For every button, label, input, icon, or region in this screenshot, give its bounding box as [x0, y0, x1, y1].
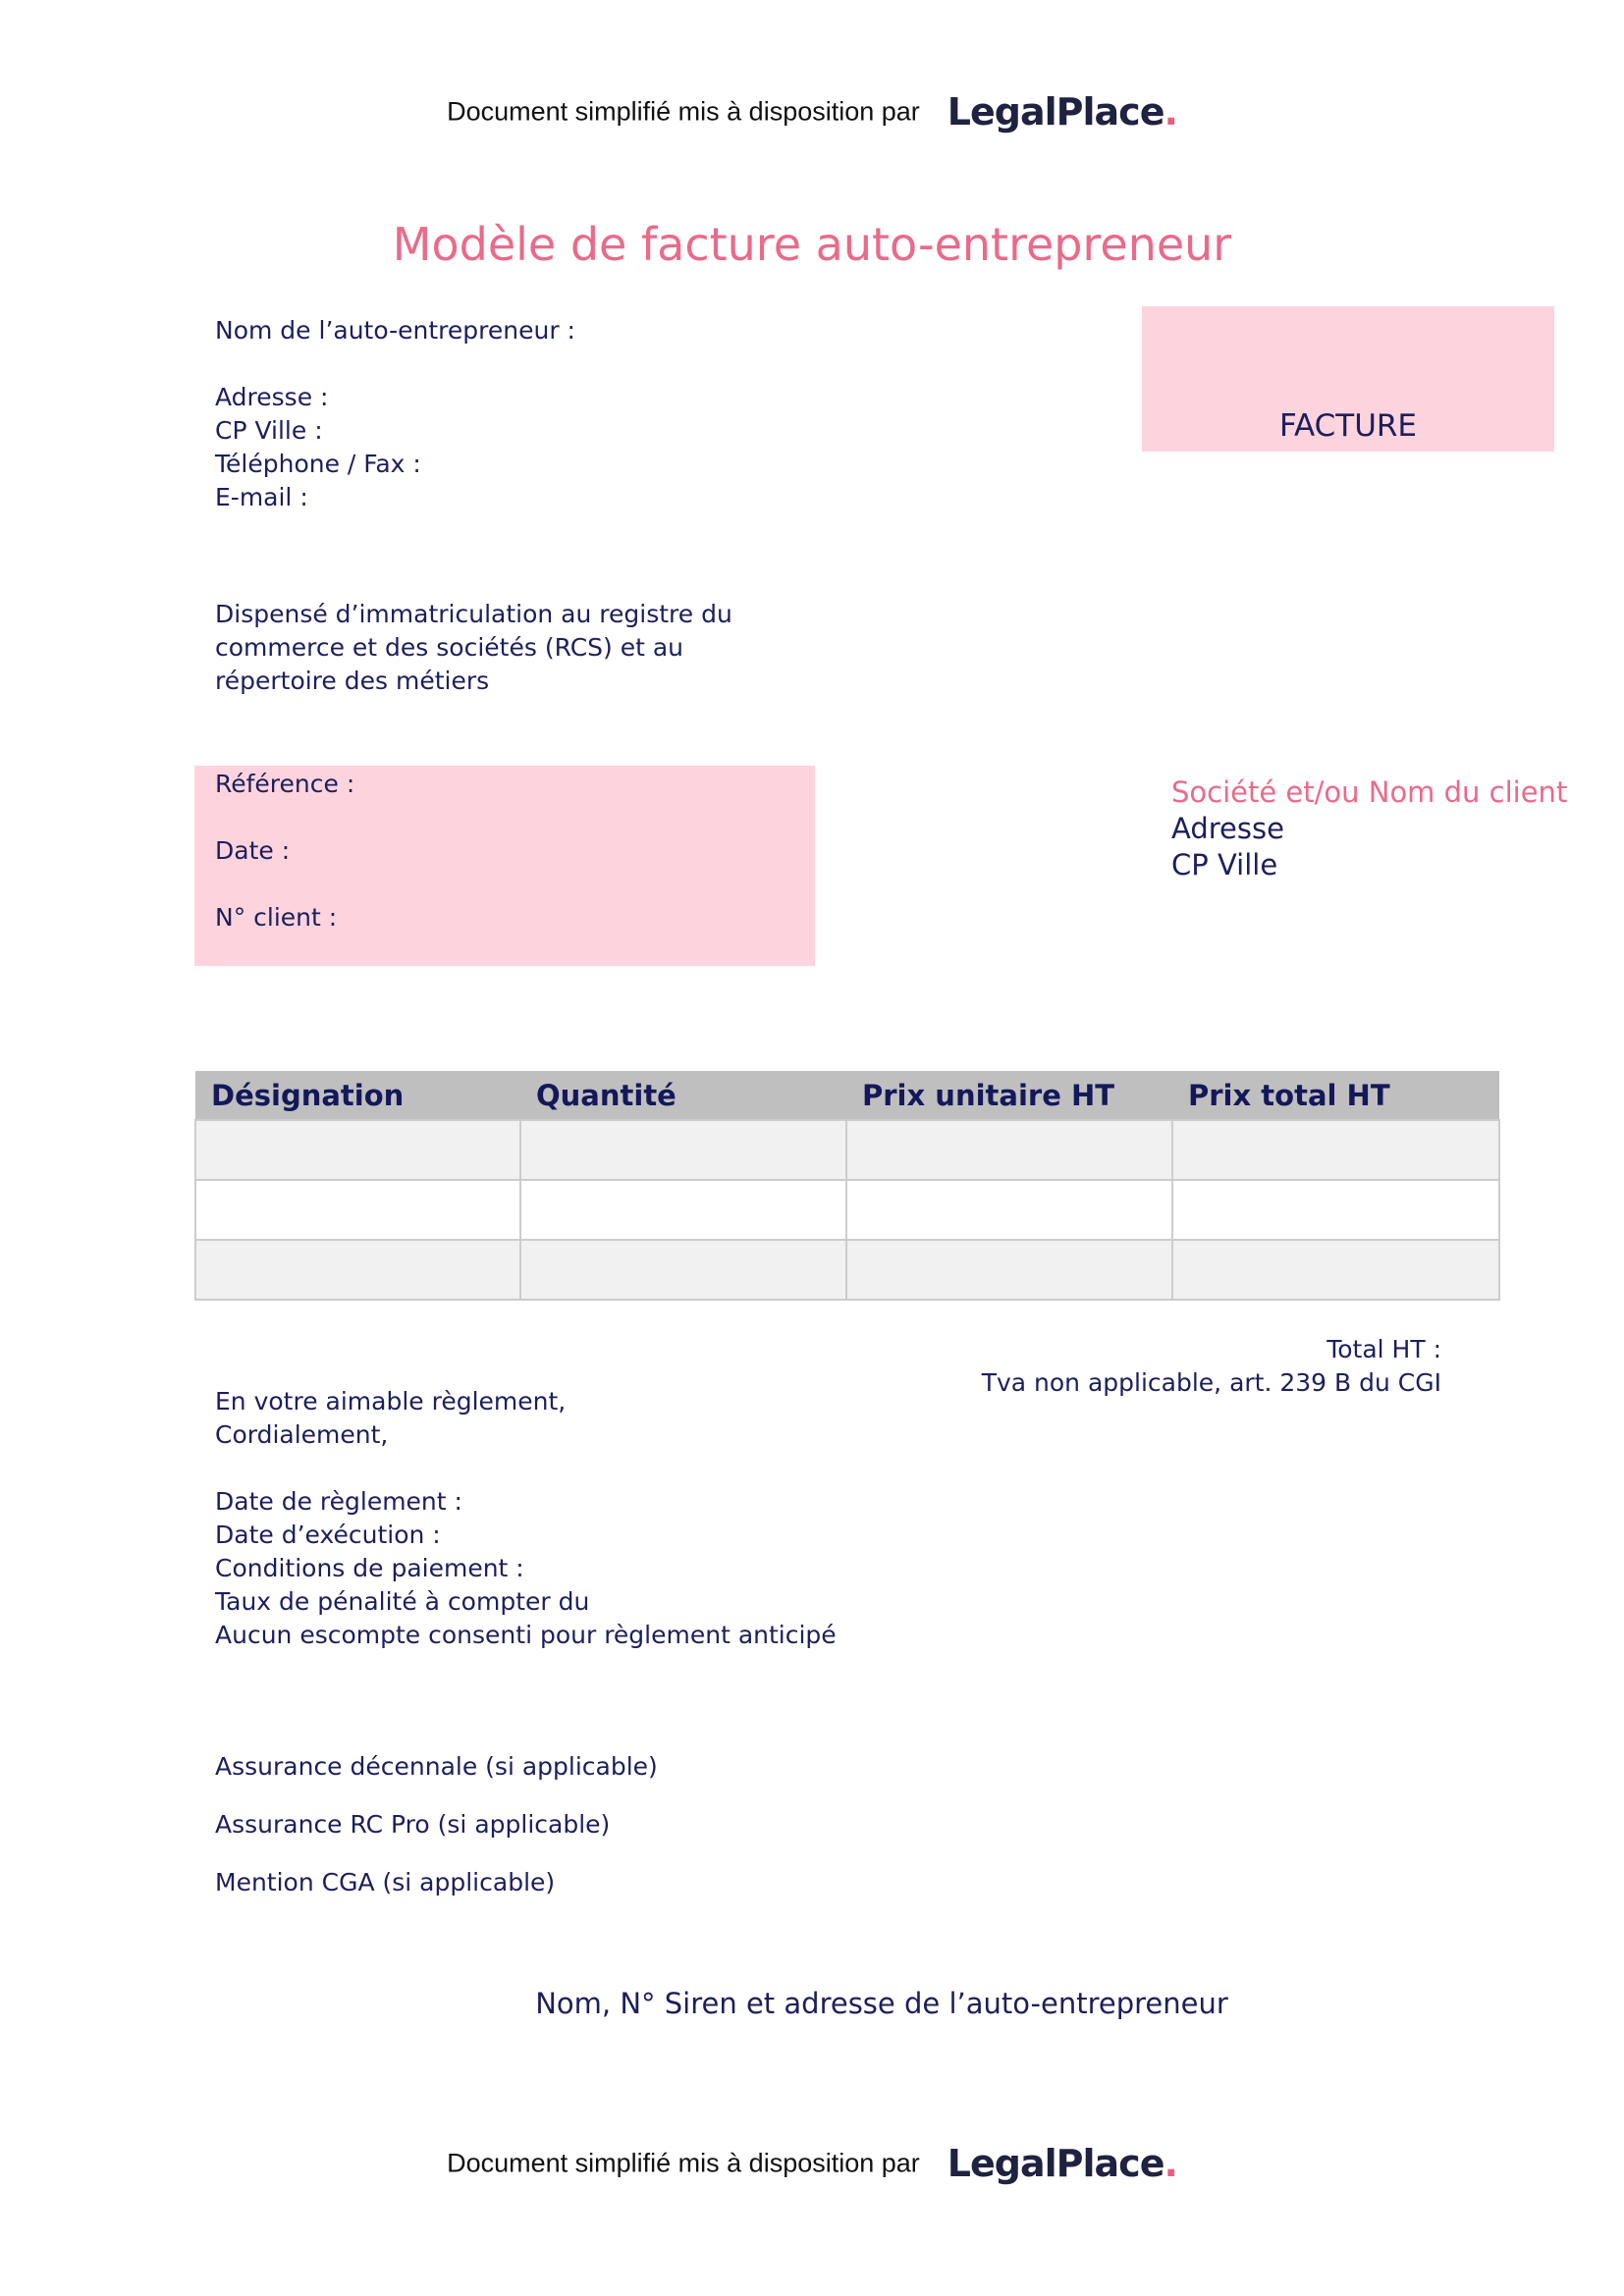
table-row	[195, 1180, 1499, 1240]
sender-address-label: Adresse :	[215, 383, 329, 411]
logo-dot: .	[1164, 90, 1177, 133]
reference-label: Référence :	[215, 770, 355, 798]
client-address: Adresse	[1171, 812, 1284, 845]
table-cell[interactable]	[846, 1240, 1172, 1300]
sender-cp-ville-label: CP Ville :	[215, 416, 323, 445]
table-cell[interactable]	[520, 1240, 846, 1300]
top-banner	[0, 90, 1624, 133]
date-reglement-label: Date de règlement :	[215, 1487, 462, 1516]
client-number-label: N° client :	[215, 903, 338, 932]
conditions-label: Conditions de paiement :	[215, 1554, 524, 1582]
banner-text: Document simplifié mis à disposition par	[447, 2148, 920, 2178]
rcs-note-line: répertoire des métiers	[215, 667, 490, 695]
header-designation: Désignation	[195, 1071, 520, 1120]
logo-text: LegalPlace	[947, 90, 1164, 133]
sender-name-label: Nom de l’auto-entrepreneur :	[215, 316, 575, 345]
table-row	[195, 1120, 1499, 1180]
table-cell[interactable]	[1172, 1240, 1499, 1300]
header-prix-total: Prix total HT	[1172, 1071, 1499, 1120]
tva-note: Tva non applicable, art. 239 B du CGI	[981, 1368, 1441, 1397]
table-cell[interactable]	[195, 1240, 520, 1300]
banner-text: Document simplifié mis à disposition par	[447, 96, 920, 127]
closing-line: Cordialement,	[215, 1420, 389, 1449]
logo-text: LegalPlace	[947, 2142, 1164, 2185]
closing-line: En votre aimable règlement,	[215, 1387, 567, 1415]
table-cell[interactable]	[520, 1120, 846, 1180]
sender-phone-label: Téléphone / Fax :	[215, 450, 421, 478]
rcs-note-line: commerce et des sociétés (RCS) et au	[215, 633, 684, 662]
mention-decennale: Assurance décennale (si applicable)	[215, 1752, 658, 1781]
header-prix-unitaire: Prix unitaire HT	[846, 1071, 1172, 1120]
legalplace-logo[interactable]	[947, 90, 1177, 133]
payment-terms	[215, 1485, 837, 1652]
logo-dot: .	[1164, 2142, 1177, 2185]
table-header-row	[195, 1071, 1499, 1120]
client-block	[1171, 774, 1567, 883]
total-ht-label: Total HT :	[1326, 1335, 1441, 1363]
discount-note: Aucun escompte consenti pour règlement anticipé	[215, 1621, 837, 1649]
table-row	[195, 1240, 1499, 1300]
table-cell[interactable]	[520, 1180, 846, 1240]
closing-block	[215, 1385, 566, 1452]
header-quantite: Quantité	[520, 1071, 846, 1120]
sender-block	[215, 314, 575, 514]
client-name: Société et/ou Nom du client	[1171, 775, 1568, 809]
rcs-note-line: Dispensé d’immatriculation au registre du	[215, 600, 732, 628]
facture-label: FACTURE	[1278, 408, 1418, 444]
facture-box	[1142, 306, 1554, 452]
page-title: Modèle de facture auto-entrepreneur	[392, 218, 1232, 271]
items-table	[194, 1071, 1500, 1301]
table-cell[interactable]	[1172, 1180, 1499, 1240]
penalty-label: Taux de pénalité à compter du	[215, 1587, 590, 1616]
reference-box	[194, 766, 815, 966]
totals-block	[982, 1333, 1441, 1400]
bottom-banner	[0, 2142, 1624, 2185]
legalplace-logo[interactable]	[947, 2142, 1177, 2185]
footer-info: Nom, N° Siren et adresse de l’auto-entrepreneur	[535, 1987, 1228, 2020]
table-cell[interactable]	[195, 1180, 520, 1240]
sender-email-label: E-mail :	[215, 483, 308, 511]
rcs-note	[215, 598, 732, 698]
date-label: Date :	[215, 836, 291, 865]
table-cell[interactable]	[195, 1120, 520, 1180]
table-cell[interactable]	[1172, 1120, 1499, 1180]
table-cell[interactable]	[846, 1180, 1172, 1240]
mention-rc-pro: Assurance RC Pro (si applicable)	[215, 1810, 611, 1839]
date-execution-label: Date d’exécution :	[215, 1521, 441, 1549]
mention-cga: Mention CGA (si applicable)	[215, 1868, 556, 1896]
client-cp-ville: CP Ville	[1171, 848, 1278, 881]
table-cell[interactable]	[846, 1120, 1172, 1180]
